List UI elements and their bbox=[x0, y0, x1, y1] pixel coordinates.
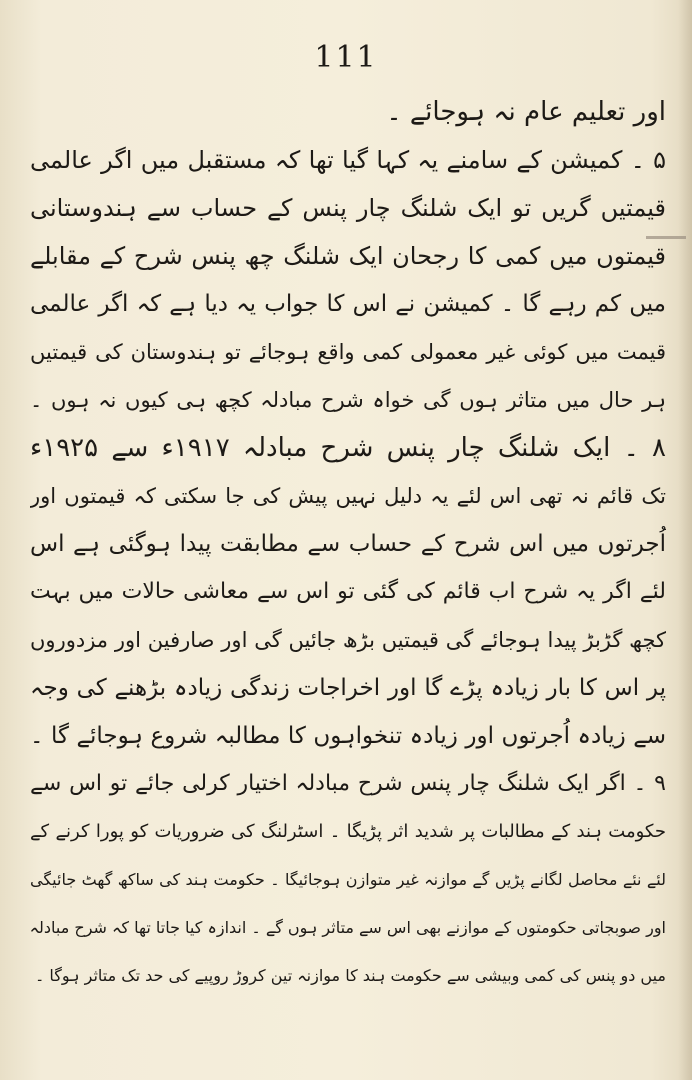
text-line: لئے نئے محاصل لگانے پڑیں گے موازنہ غیر متوازن ہوجائیگا ۔ حکومت ہند کی ساکھ گھٹ جائیگی bbox=[30, 870, 666, 889]
text-line: حکومت ہند کے مطالبات پر شدید اثر پڑیگا ۔ اسٹرلنگ کی ضروریات کو پورا کرنے کے bbox=[30, 821, 666, 842]
text-line: کچھ گڑبڑ پیدا ہوجائے گی قیمتیں بڑھ جائیں گی اور صارفین اور مزدوروں bbox=[30, 628, 666, 652]
text-line: اور صوبجاتی حکومتوں کے موازنے بھی اس سے متاثر ہوں گے ۔ اندازہ کیا جاتا تھا کہ شرح مبادلہ bbox=[30, 918, 666, 937]
text-line: اور تعلیم عام نہ ہوجائے ۔ bbox=[386, 97, 666, 127]
page-number: 111 bbox=[314, 40, 378, 75]
text-line: ۸ ۔ ایک شلنگ چار پنس شرح مبادلہ ۱۹۱۷ء سے ۱۹۲۵ء bbox=[30, 433, 666, 463]
text-line: ہر حال میں متاثر ہوں گی خواہ شرح مبادلہ کچھ ہی کیوں نہ ہوں ۔ bbox=[30, 388, 666, 412]
text-line: ۵ ۔ کمیشن کے سامنے یہ کہا گیا تھا کہ مستقبل میں اگر عالمی bbox=[30, 146, 666, 174]
text-line: ۹ ۔ اگر ایک شلنگ چار پنس شرح مبادلہ اختیار کرلی جائے تو اس سے bbox=[30, 771, 666, 796]
page-edge-shadow bbox=[678, 0, 692, 1080]
text-line: میں دو پنس کی کمی وبیشی سے حکومت ہند کا موازنہ تین کروڑ روپیے کی حد تک متاثر ہوگا ۔ bbox=[34, 966, 666, 985]
text-line: میں کم رہے گا ۔ کمیشن نے اس کا جواب یہ دیا ہے کہ اگر عالمی bbox=[30, 291, 666, 317]
text-line: قیمتیں گریں تو ایک شلنگ چار پنس کے حساب سے ہندوستانی bbox=[30, 194, 666, 222]
text-line: سے زیادہ اُجرتوں اور زیادہ تنخواہوں کا مطالبہ شروع ہوجائے گا ۔ bbox=[30, 723, 666, 749]
text-line: تک قائم نہ تھی اس لئے یہ دلیل نہیں پیش کی جا سکتی کہ قیمتوں اور bbox=[30, 484, 666, 508]
text-line: قیمت میں کوئی غیر معمولی کمی واقع ہوجائے تو ہندوستان کی قیمتیں bbox=[30, 340, 666, 364]
text-line: پر اس کا بار زیادہ پڑے گا اور اخراجات زندگی زیادہ بڑھنے کی وجہ bbox=[30, 675, 666, 701]
urdu-text-block bbox=[30, 88, 666, 1000]
text-line: اُجرتوں میں اس شرح کے حساب سے مطابقت پیدا ہوگئی ہے اس bbox=[30, 531, 666, 557]
text-line: قیمتوں میں کمی کا رجحان ایک شلنگ چھ پنس شرح کے مقابلے bbox=[30, 242, 666, 270]
text-line: لئے اگر یہ شرح اب قائم کی گئی تو اس سے معاشی حالات میں بہت bbox=[30, 579, 666, 604]
